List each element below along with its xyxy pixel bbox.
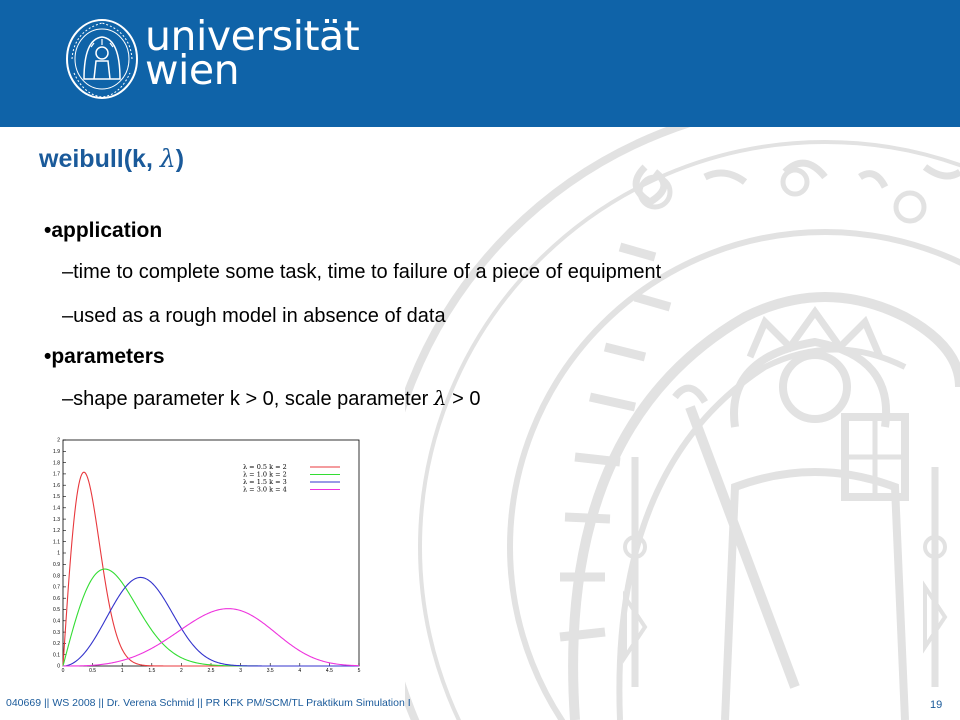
y-tick-label: 0.5 — [53, 607, 60, 614]
legend-label: λ = 1.5 k = 3 — [243, 478, 287, 486]
param-text-after: > 0 — [446, 388, 481, 410]
y-tick-label: 1.8 — [53, 460, 60, 467]
header-bar — [0, 0, 960, 127]
wordmark-line2: wien — [145, 46, 240, 94]
x-tick-label: 0.5 — [89, 668, 97, 672]
y-tick-label: 0.3 — [53, 629, 60, 636]
subitem-application-2: –used as a rough model in absence of data — [62, 305, 446, 327]
x-tick-label: 4.5 — [325, 668, 333, 672]
y-tick-label: 1.3 — [53, 516, 60, 523]
university-wordmark — [145, 12, 360, 94]
y-tick-label: 1.9 — [53, 449, 60, 455]
y-tick-label: 1.7 — [53, 471, 60, 478]
wordmark-line1: universität — [145, 12, 360, 60]
y-tick-label: 0.2 — [53, 641, 60, 648]
legend-label: λ = 1.0 k = 2 — [243, 470, 287, 479]
x-tick-label: 0 — [61, 668, 65, 672]
legend-label: λ = 3.0 k = 4 — [243, 485, 287, 494]
subitem-application-1: –time to complete some task, time to failure of a piece of equipment — [62, 261, 662, 283]
title-close-paren: ) — [175, 145, 185, 173]
weibull-density-chart — [38, 432, 368, 672]
y-tick-label: 1.4 — [53, 505, 60, 512]
y-tick-label: 1 — [57, 550, 60, 557]
y-tick-label: 0.6 — [53, 595, 60, 602]
y-tick-label: 1.2 — [53, 528, 60, 535]
x-tick-label: 1.5 — [148, 668, 156, 672]
seal-watermark — [405, 127, 960, 720]
y-tick-label: 0.9 — [53, 562, 60, 568]
university-seal-icon — [64, 17, 140, 101]
x-tick-label: 1 — [120, 668, 124, 672]
title-text: weibull(k, — [39, 145, 160, 173]
y-tick-label: 0 — [57, 663, 60, 670]
footer-text: 040669 || WS 2008 || Dr. Verena Schmid || PR KFK PM/SCM/TL Praktikum Simulation I — [6, 697, 411, 709]
x-tick-label: 3 — [239, 668, 242, 672]
y-tick-label: 1.6 — [53, 482, 60, 489]
slide-title — [39, 144, 184, 174]
y-tick-label: 2 — [57, 437, 60, 444]
y-tick-label: 1.5 — [53, 494, 60, 501]
page-number: 19 — [930, 699, 943, 711]
subitem-parameters-1 — [62, 386, 480, 411]
param-text-before: –shape parameter k > 0, scale parameter — [62, 388, 434, 410]
plot-frame — [63, 440, 359, 666]
bullet-parameters: •parameters — [44, 345, 165, 368]
y-tick-label: 0.4 — [53, 618, 60, 625]
x-tick-label: 5 — [357, 668, 361, 672]
legend-label: λ = 0.5 k = 2 — [243, 463, 287, 471]
x-tick-label: 2.5 — [207, 668, 215, 672]
x-tick-label: 3.5 — [266, 668, 274, 672]
x-tick-label: 4 — [298, 668, 302, 672]
y-tick-label: 0.7 — [53, 584, 60, 591]
y-tick-label: 0.8 — [53, 573, 60, 580]
bullet-application: •application — [44, 219, 163, 242]
title-lambda-symbol: λ — [159, 144, 176, 173]
x-tick-label: 2 — [180, 668, 183, 672]
param-lambda-symbol: λ — [433, 386, 447, 410]
y-tick-label: 0.1 — [53, 652, 60, 659]
y-tick-label: 1.1 — [53, 539, 60, 546]
